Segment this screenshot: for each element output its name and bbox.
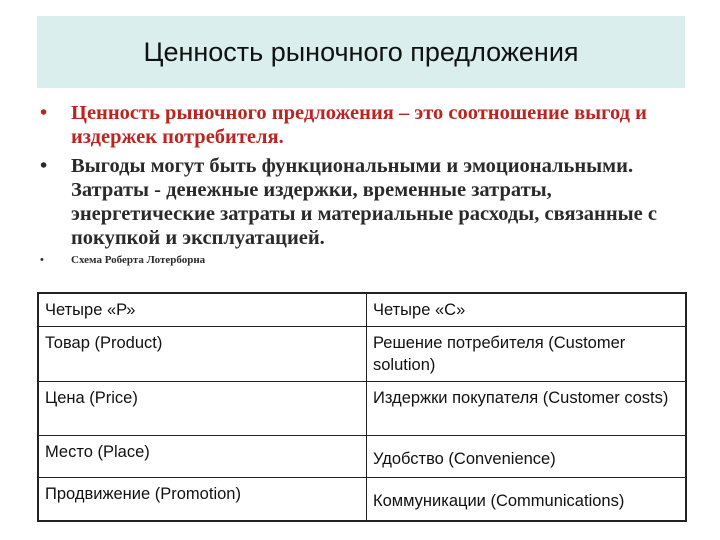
bullet-marker: •: [40, 254, 44, 266]
bullet-benefits-costs: [40, 154, 680, 250]
bullet-list: [40, 101, 680, 272]
table-cell: Товар (Product): [38, 327, 367, 382]
table-cell: Издержки покупателя (Customer costs): [367, 382, 687, 436]
table-header-cell: Четыре «Р»: [38, 293, 367, 327]
table-header-cell: Четыре «С»: [367, 293, 687, 327]
bullet-text: Выгоды могут быть функциональными и эмоциональными. Затраты - денежные издержки, временные затраты, энергетические затраты и материальные расходы, связанные с покупкой и эксплуатацией.: [71, 155, 657, 249]
bullet-scheme: [40, 254, 680, 267]
table-cell: Место (Place): [38, 436, 367, 478]
table-row: [38, 382, 686, 436]
table-row: [38, 478, 686, 521]
bullet-marker: •: [40, 155, 48, 177]
slide-title-bar: [37, 16, 685, 88]
table-row: [38, 436, 686, 478]
table-cell: Продвижение (Promotion): [38, 478, 367, 521]
table-row: [38, 327, 686, 382]
bullet-definition: [40, 101, 680, 149]
bullet-text: Схема Роберта Лотерборна: [71, 254, 206, 266]
table-cell: Решение потребителя (Customer solution): [367, 327, 687, 382]
slide-title: Ценность рыночного предложения: [143, 36, 579, 67]
table-cell: Цена (Price): [38, 382, 367, 436]
bullet-marker: •: [40, 102, 48, 124]
comparison-table: [37, 292, 687, 522]
table-header-row: [38, 293, 686, 327]
table-cell: Удобство (Convenience): [367, 436, 687, 478]
bullet-text: Ценность рыночного предложения – это соотношение выгод и издержек потребителя.: [71, 102, 647, 148]
table-cell: Коммуникации (Communications): [367, 478, 687, 521]
